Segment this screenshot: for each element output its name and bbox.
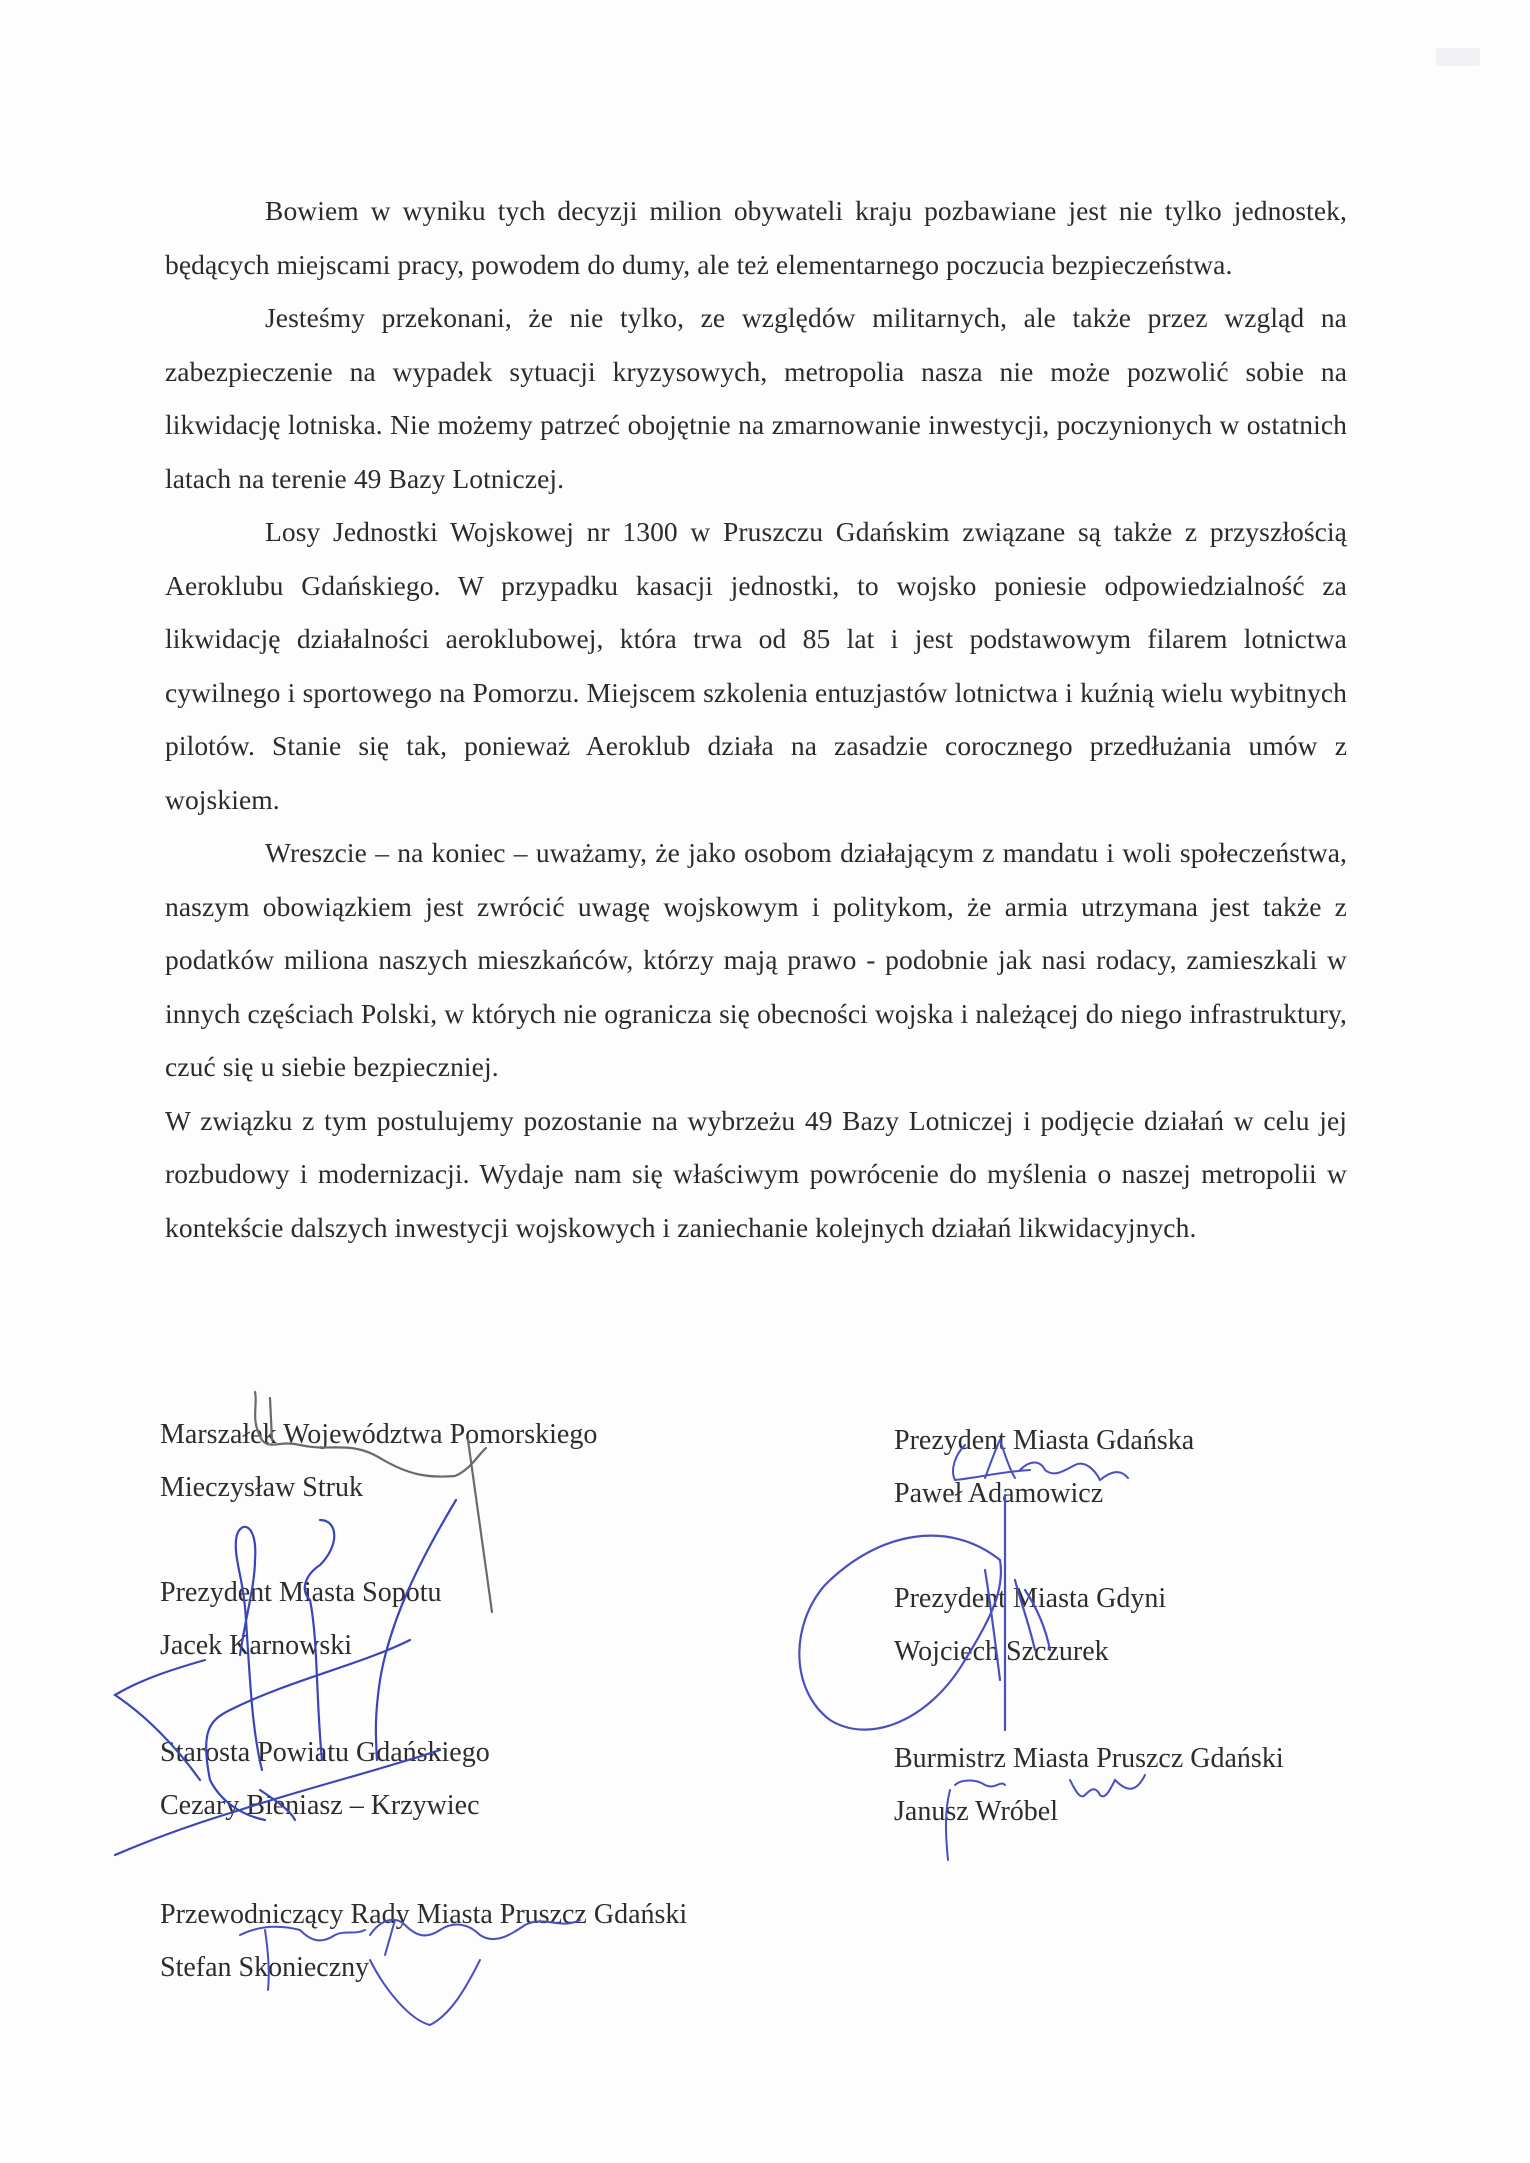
- signatory-prezydent-gdyni: [894, 1572, 1166, 1678]
- signatory-name: Stefan Skonieczny: [160, 1952, 370, 1983]
- signatory-title: Przewodniczący Rady Miasta Pruszcz Gdański: [160, 1899, 688, 1930]
- signatory-marszalek: [160, 1408, 597, 1514]
- signatory-przewodniczacy-rady: [160, 1888, 687, 1994]
- paragraph-3: Losy Jednostki Wojskowej nr 1300 w Pruszczu Gdańskim związane są także z przyszłością Aeroklubu Gdańskiego. W przypadku kasacji jednostki, to wojsko poniesie odpowiedzialność za likwidację działalności aeroklubowej, która trwa od 85 lat i jest podstawowym filarem lotnictwa cywilnego i sportowego na Pomorzu. Miejscem szkolenia entuzjastów lotnictwa i kuźnią wielu wybitnych pilotów. Stanie się tak, ponieważ Aeroklub działa na zasadzie corocznego przedłużania umów z wojskiem.: [165, 516, 1347, 815]
- paragraph-1: Bowiem w wyniku tych decyzji milion obywateli kraju pozbawiane jest nie tylko jednostek, będących miejscami pracy, powodem do dumy, ale też elementarnego poczucia bezpieczeństwa.: [165, 195, 1347, 280]
- signatory-title: Prezydent Miasta Sopotu: [160, 1577, 442, 1608]
- signatory-title: Marszałek Województwa Pomorskiego: [160, 1419, 598, 1450]
- letter-body: [165, 184, 1347, 1254]
- signatory-prezydent-gdanska: [894, 1414, 1194, 1520]
- signatory-name: Jacek Karnowski: [160, 1630, 353, 1661]
- signatory-title: Starosta Powiatu Gdańskiego: [160, 1737, 490, 1768]
- paragraph-2: Jesteśmy przekonani, że nie tylko, ze względów militarnych, ale także przez wzgląd na zabezpieczenie na wypadek sytuacji kryzysowych, metropolia nasza nie może pozwolić sobie na likwidację lotniska. Nie możemy patrzeć obojętnie na zmarnowanie inwestycji, poczynionych w ostatnich latach na terenie 49 Bazy Lotniczej.: [165, 302, 1347, 494]
- signatory-prezydent-sopotu: [160, 1566, 442, 1672]
- paragraph-4: Wreszcie – na koniec – uważamy, że jako osobom działającym z mandatu i woli społeczeństwa, naszym obowiązkiem jest zwrócić uwagę wojskowym i politykom, że armia utrzymana jest także z podatków miliona naszych mieszkańców, którzy mają prawo - podobnie jak nasi rodacy, zamieszkali w innych częściach Polski, w których nie ogranicza się obecności wojska i należącej do niego infrastruktury, czuć się u siebie bezpieczniej.: [165, 837, 1347, 1082]
- scan-artifact: [1436, 48, 1480, 66]
- signatory-starosta: [160, 1726, 490, 1832]
- paragraph-5: W związku z tym postulujemy pozostanie na wybrzeżu 49 Bazy Lotniczej i podjęcie działań w celu jej rozbudowy i modernizacji. Wydaje nam się właściwym powrócenie do myślenia o naszej metropolii w kontekście dalszych inwestycji wojskowych i zaniechanie kolejnych działań likwidacyjnych.: [165, 1104, 1347, 1243]
- signatory-name: Paweł Adamowicz: [894, 1478, 1104, 1509]
- signatory-name: Janusz Wróbel: [894, 1796, 1058, 1827]
- signatory-name: Wojciech Szczurek: [894, 1636, 1109, 1667]
- signatory-name: Mieczysław Struk: [160, 1472, 363, 1503]
- signatory-burmistrz: [894, 1732, 1284, 1838]
- signatory-name: Cezary Bieniasz – Krzywiec: [160, 1790, 480, 1821]
- signatory-title: Burmistrz Miasta Pruszcz Gdański: [894, 1743, 1284, 1774]
- signatory-title: Prezydent Miasta Gdańska: [894, 1425, 1195, 1456]
- signatory-title: Prezydent Miasta Gdyni: [894, 1583, 1167, 1614]
